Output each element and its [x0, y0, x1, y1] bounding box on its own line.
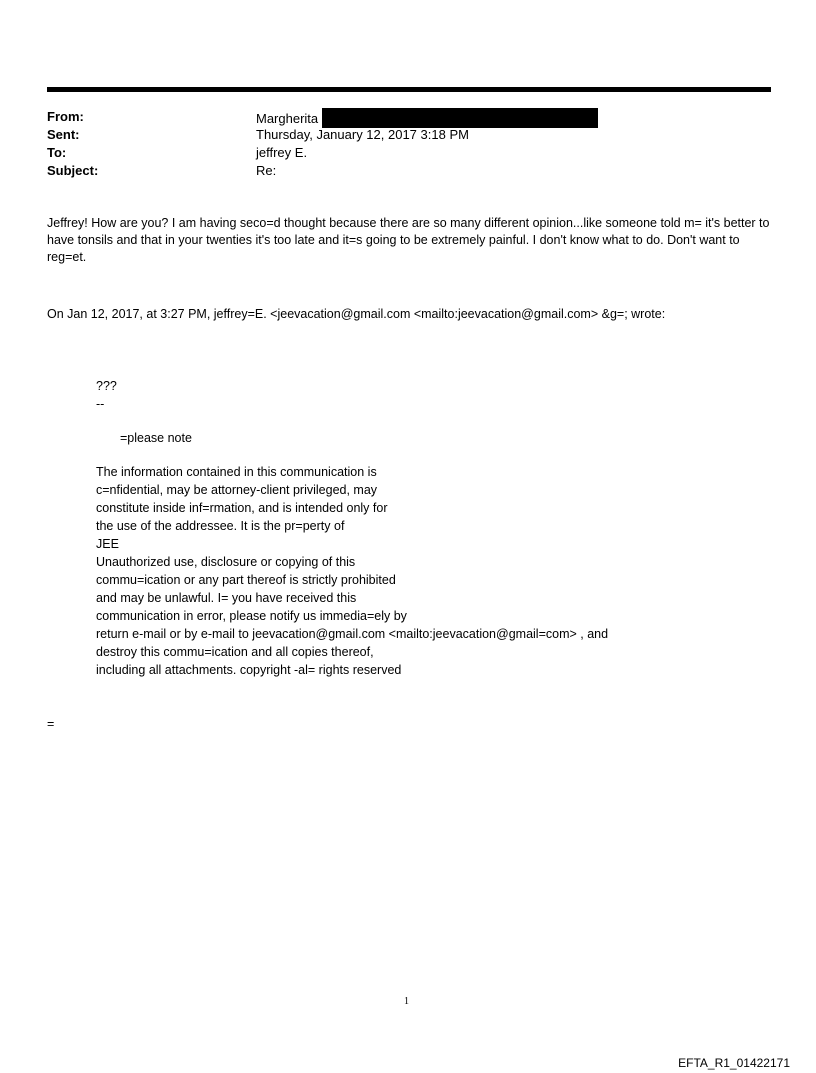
sig-gap — [96, 447, 608, 463]
sent-value: Thursday, January 12, 2017 3:18 PM — [256, 127, 469, 142]
to-label: To: — [47, 145, 67, 160]
to-value: jeffrey E. — [256, 145, 308, 160]
page-number: 1 — [404, 996, 409, 1007]
disclaimer-line: The information contained in this communication is — [96, 465, 377, 479]
sig-line: ??? — [96, 379, 117, 393]
subject-label: Subject: — [47, 163, 99, 178]
quote-header: On Jan 12, 2017, at 3:27 PM, jeffrey=E. <jeevacation@gmail.com <mailto:jeevacation@gmail.com> &g=; wrote: — [47, 307, 666, 321]
header-rule — [47, 87, 771, 92]
sent-label: Sent: — [47, 127, 80, 142]
disclaimer-line: destroy this commu=ication and all copies thereof, — [96, 645, 374, 659]
sig-line: -- — [96, 397, 105, 411]
document-id: EFTA_R1_01422171 — [678, 1056, 790, 1070]
disclaimer-line: commu=ication or any part thereof is strictly prohibited — [96, 573, 396, 587]
disclaimer-line: the use of the addressee. It is the pr=perty of — [96, 519, 345, 533]
message-body: Jeffrey! How are you? I am having seco=d thought because there are so many different opinion...like someone told m= it's better to have tonsils and that in your twenties it's too late and it=s going to be extremely painful. I don't know what to do. Don't want to reg=et. — [47, 216, 770, 264]
trailing-mark: = — [47, 717, 55, 731]
disclaimer-line: communication in error, please notify us immedia=ely by — [96, 609, 407, 623]
sig-note: =please note — [120, 431, 192, 445]
from-label: From: — [47, 109, 84, 124]
disclaimer-line: constitute inside inf=rmation, and is intended only for — [96, 501, 388, 515]
redaction-box — [322, 108, 598, 128]
disclaimer-line: Unauthorized use, disclosure or copying of this — [96, 555, 356, 569]
disclaimer-line: and may be unlawful. I= you have received this — [96, 591, 357, 605]
quoted-signature — [96, 377, 608, 679]
disclaimer-line: including all attachments. copyright -al= rights reserved — [96, 663, 402, 677]
subject-value: Re: — [256, 163, 277, 178]
from-value — [256, 108, 598, 128]
disclaimer-line: return e-mail or by e-mail to jeevacation@gmail.com <mailto:jeevacation@gmail=com> , and — [96, 627, 609, 641]
from-name: Margherita — [256, 111, 319, 126]
disclaimer-line: c=nfidential, may be attorney-client privileged, may — [96, 483, 378, 497]
disclaimer-line: JEE — [96, 537, 119, 551]
